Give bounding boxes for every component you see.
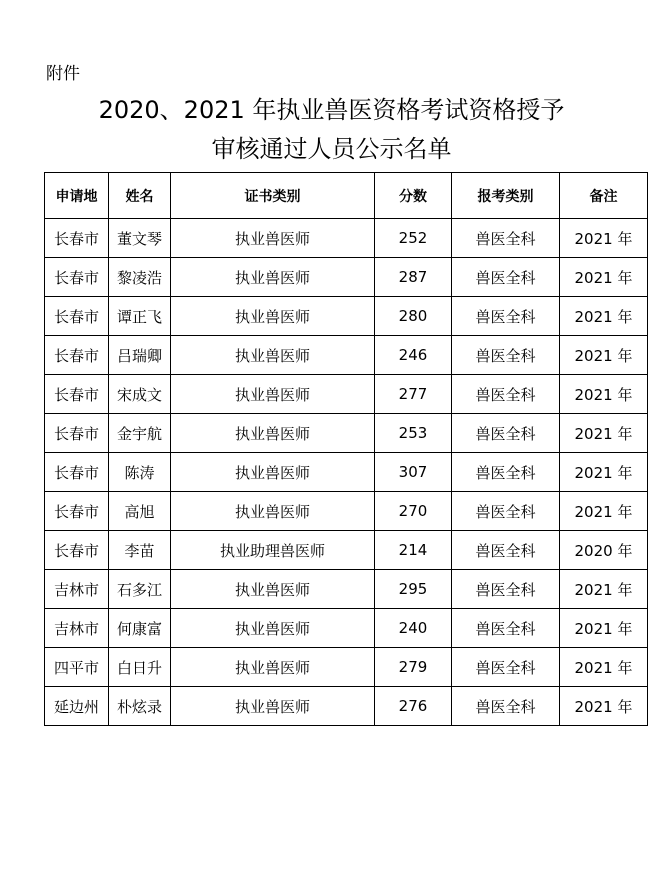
cell-application-location: 长春市	[45, 219, 109, 258]
cell-name: 谭正飞	[109, 297, 171, 336]
cell-application-location: 吉林市	[45, 609, 109, 648]
table-row	[45, 297, 648, 336]
cell-exam-category: 兽医全科	[452, 570, 560, 609]
cell-score: 279	[375, 648, 452, 687]
cell-certificate-type: 执业兽医师	[171, 219, 375, 258]
cell-application-location: 长春市	[45, 336, 109, 375]
cell-score: 252	[375, 219, 452, 258]
header-score: 分数	[375, 173, 452, 219]
cell-score: 307	[375, 453, 452, 492]
table-row	[45, 609, 648, 648]
cell-score: 287	[375, 258, 452, 297]
cell-remarks: 2021 年	[560, 687, 648, 726]
attachment-label: 附件	[46, 64, 80, 84]
table-row	[45, 492, 648, 531]
cell-certificate-type: 执业兽医师	[171, 687, 375, 726]
cell-score: 246	[375, 336, 452, 375]
table-row	[45, 375, 648, 414]
cell-name: 何康富	[109, 609, 171, 648]
cell-name: 金宇航	[109, 414, 171, 453]
cell-score: 277	[375, 375, 452, 414]
cell-certificate-type: 执业兽医师	[171, 648, 375, 687]
cell-name: 白日升	[109, 648, 171, 687]
cell-application-location: 长春市	[45, 453, 109, 492]
cell-name: 吕瑞卿	[109, 336, 171, 375]
cell-exam-category: 兽医全科	[452, 648, 560, 687]
table-row	[45, 414, 648, 453]
cell-remarks: 2021 年	[560, 336, 648, 375]
cell-application-location: 长春市	[45, 492, 109, 531]
cell-certificate-type: 执业兽医师	[171, 570, 375, 609]
header-name: 姓名	[109, 173, 171, 219]
table-row	[45, 648, 648, 687]
cell-exam-category: 兽医全科	[452, 297, 560, 336]
table-row	[45, 570, 648, 609]
cell-remarks: 2021 年	[560, 648, 648, 687]
cell-certificate-type: 执业兽医师	[171, 336, 375, 375]
cell-certificate-type: 执业兽医师	[171, 414, 375, 453]
cell-exam-category: 兽医全科	[452, 531, 560, 570]
header-certificate-type: 证书类别	[171, 173, 375, 219]
table-row	[45, 453, 648, 492]
cell-score: 214	[375, 531, 452, 570]
cell-score: 270	[375, 492, 452, 531]
cell-application-location: 长春市	[45, 531, 109, 570]
cell-certificate-type: 执业助理兽医师	[171, 531, 375, 570]
approved-personnel-table	[44, 172, 648, 726]
cell-application-location: 吉林市	[45, 570, 109, 609]
cell-score: 253	[375, 414, 452, 453]
cell-exam-category: 兽医全科	[452, 414, 560, 453]
cell-exam-category: 兽医全科	[452, 453, 560, 492]
table-header-row	[45, 173, 648, 219]
cell-remarks: 2021 年	[560, 453, 648, 492]
cell-score: 276	[375, 687, 452, 726]
table-row	[45, 531, 648, 570]
cell-exam-category: 兽医全科	[452, 492, 560, 531]
header-application-location: 申请地	[45, 173, 109, 219]
cell-remarks: 2021 年	[560, 492, 648, 531]
cell-exam-category: 兽医全科	[452, 258, 560, 297]
cell-certificate-type: 执业兽医师	[171, 453, 375, 492]
cell-remarks: 2021 年	[560, 219, 648, 258]
cell-name: 高旭	[109, 492, 171, 531]
table-row	[45, 258, 648, 297]
cell-certificate-type: 执业兽医师	[171, 609, 375, 648]
cell-application-location: 延边州	[45, 687, 109, 726]
document-title-line-2: 审核通过人员公示名单	[211, 135, 452, 163]
cell-application-location: 四平市	[45, 648, 109, 687]
cell-name: 宋成文	[109, 375, 171, 414]
cell-certificate-type: 执业兽医师	[171, 297, 375, 336]
table-row	[45, 219, 648, 258]
table-row	[45, 687, 648, 726]
header-remarks: 备注	[560, 173, 648, 219]
cell-score: 280	[375, 297, 452, 336]
cell-score: 240	[375, 609, 452, 648]
cell-remarks: 2021 年	[560, 375, 648, 414]
cell-exam-category: 兽医全科	[452, 375, 560, 414]
cell-application-location: 长春市	[45, 414, 109, 453]
cell-name: 陈涛	[109, 453, 171, 492]
cell-remarks: 2021 年	[560, 570, 648, 609]
cell-exam-category: 兽医全科	[452, 336, 560, 375]
cell-application-location: 长春市	[45, 375, 109, 414]
cell-application-location: 长春市	[45, 297, 109, 336]
header-exam-category: 报考类别	[452, 173, 560, 219]
cell-name: 李苗	[109, 531, 171, 570]
cell-name: 朴炫录	[109, 687, 171, 726]
cell-remarks: 2021 年	[560, 258, 648, 297]
cell-score: 295	[375, 570, 452, 609]
cell-name: 石多江	[109, 570, 171, 609]
cell-remarks: 2020 年	[560, 531, 648, 570]
document-title-line-1: 2020、2021 年执业兽医资格考试资格授予	[98, 96, 565, 124]
cell-certificate-type: 执业兽医师	[171, 492, 375, 531]
cell-name: 董文琴	[109, 219, 171, 258]
table-row	[45, 336, 648, 375]
table-body	[45, 219, 648, 726]
cell-exam-category: 兽医全科	[452, 609, 560, 648]
cell-application-location: 长春市	[45, 258, 109, 297]
cell-remarks: 2021 年	[560, 609, 648, 648]
cell-remarks: 2021 年	[560, 414, 648, 453]
cell-exam-category: 兽医全科	[452, 219, 560, 258]
cell-exam-category: 兽医全科	[452, 687, 560, 726]
cell-remarks: 2021 年	[560, 297, 648, 336]
cell-certificate-type: 执业兽医师	[171, 375, 375, 414]
cell-certificate-type: 执业兽医师	[171, 258, 375, 297]
cell-name: 黎凌浩	[109, 258, 171, 297]
